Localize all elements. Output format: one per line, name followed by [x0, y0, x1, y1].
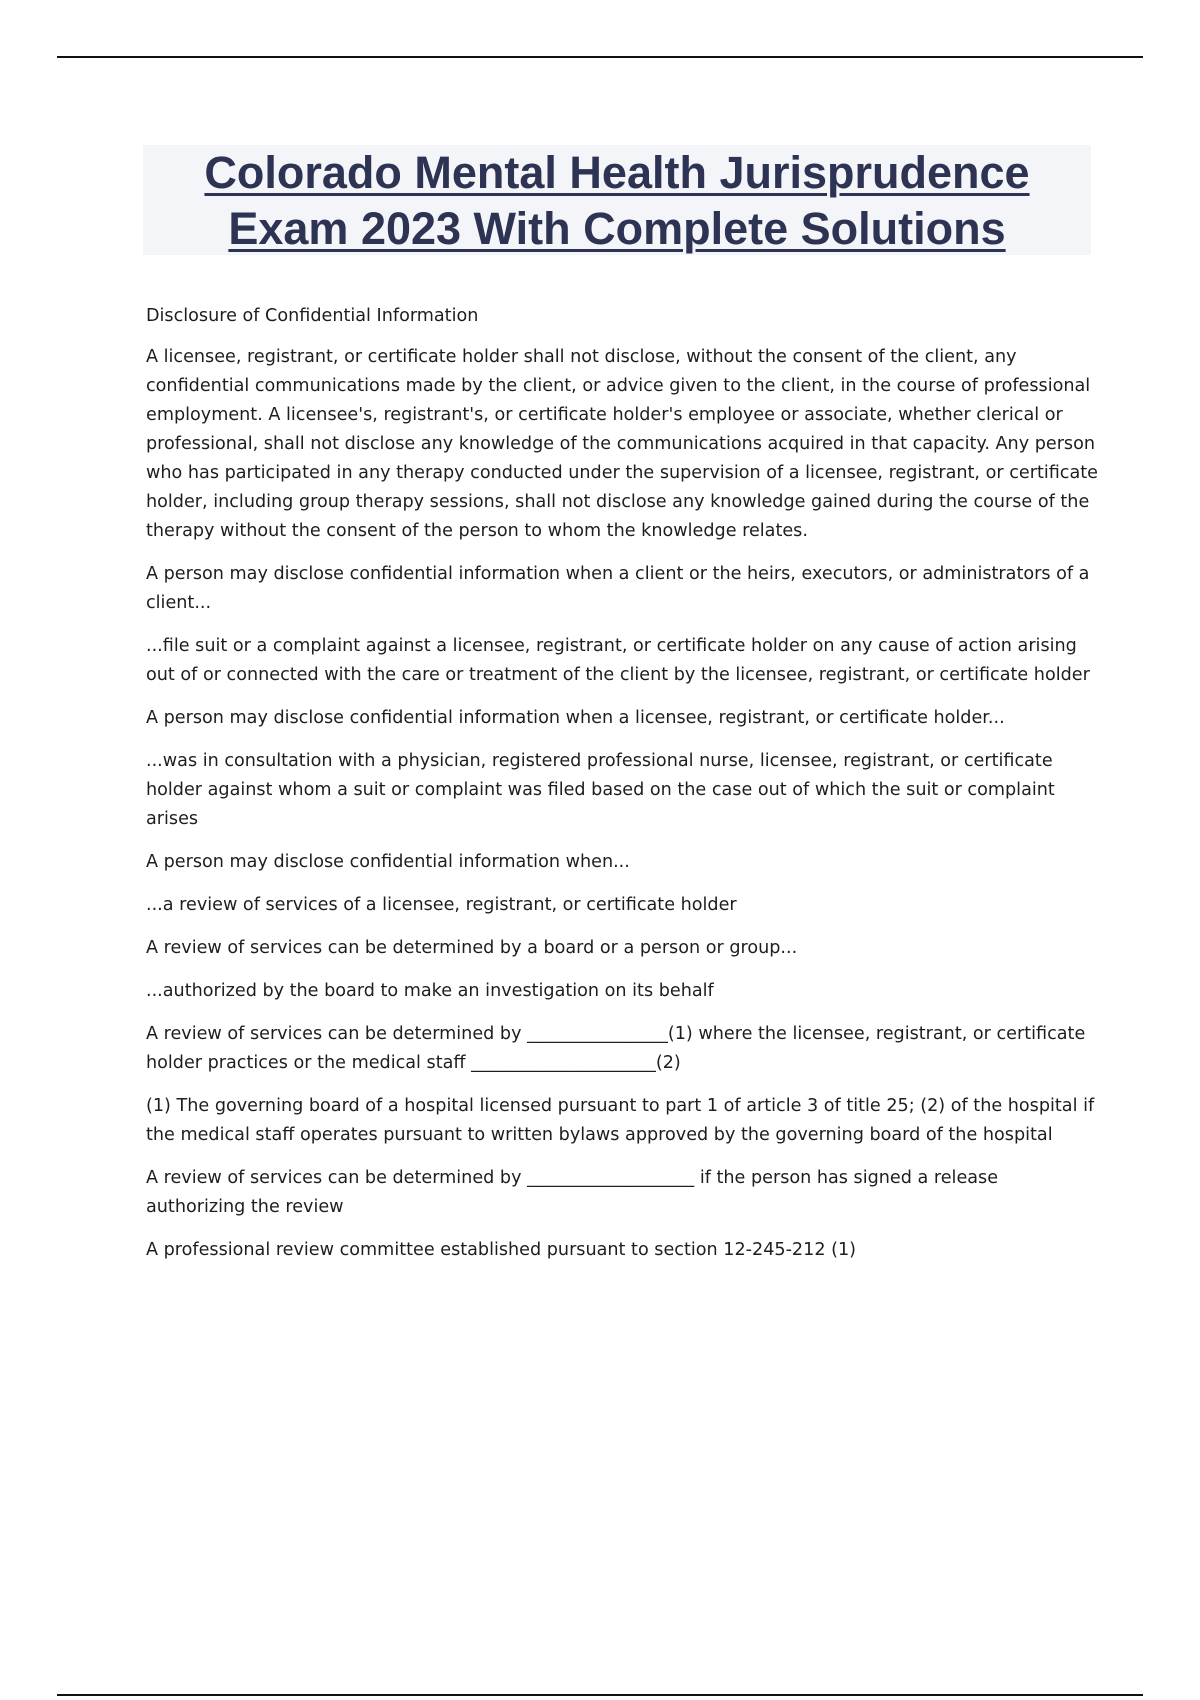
- question-client-heirs: A person may disclose confidential information when a client or the heirs, executors, or administrators of a client...: [146, 564, 1090, 613]
- top-rule: [57, 56, 1143, 58]
- document-body: [146, 302, 1098, 1279]
- answer-file-suit: ...file suit or a complaint against a licensee, registrant, or certificate holder on any cause of action arising out of or connected with the care or treatment of the client by the licensee, registrant, or certificate holder: [146, 636, 1090, 685]
- question-board-or-group: A review of services can be determined by a board or a person or group...: [146, 938, 798, 958]
- title-line-1: Colorado Mental Health Jurisprudence: [204, 147, 1030, 198]
- title-block: [143, 145, 1091, 255]
- document-title: [143, 145, 1091, 257]
- question-licensee: A person may disclose confidential information when a licensee, registrant, or certificate holder...: [146, 708, 1005, 728]
- answer-review-of-services: ...a review of services of a licensee, registrant, or certificate holder: [146, 895, 737, 915]
- question-blanks-1-2: A review of services can be determined by ________________(1) where the licensee, registrant, or certificate holder practices or the medical staff _____________________(2): [146, 1024, 1086, 1073]
- answer-review-committee: A professional review committee established pursuant to section 12-245-212 (1): [146, 1240, 857, 1260]
- question-disclose-when: A person may disclose confidential information when...: [146, 852, 630, 872]
- paragraph-confidentiality-rule: A licensee, registrant, or certificate holder shall not disclose, without the consent of the client, any confidential communications made by the client, or advice given to the client, in the course of professional employment. A licensee's, registrant's, or certificate holder's employee or associate, whether clerical or professional, shall not disclose any knowledge of the communications acquired in that capacity. Any person who has participated in any therapy conducted under the supervision of a licensee, registrant, or certificate holder, including group therapy sessions, shall not disclose any knowledge gained during the course of the therapy without the consent of the person to whom the knowledge relates.: [146, 347, 1098, 541]
- section-heading: Disclosure of Confidential Information: [146, 306, 479, 326]
- answer-consultation: ...was in consultation with a physician, registered professional nurse, licensee, registrant, or certificate holder against whom a suit or complaint was filed based on the case out of which the suit or complaint arises: [146, 751, 1055, 829]
- answer-governing-board: (1) The governing board of a hospital licensed pursuant to part 1 of article 3 of title 25; (2) of the hospital if the medical staff operates pursuant to written bylaws approved by the governing board of the hospital: [146, 1096, 1095, 1145]
- bottom-rule: [57, 1694, 1143, 1696]
- question-signed-release: A review of services can be determined by ___________________ if the person has signed a release authorizing the review: [146, 1168, 999, 1217]
- title-line-2: Exam 2023 With Complete Solutions: [228, 203, 1006, 254]
- answer-authorized-by-board: ...authorized by the board to make an investigation on its behalf: [146, 981, 714, 1001]
